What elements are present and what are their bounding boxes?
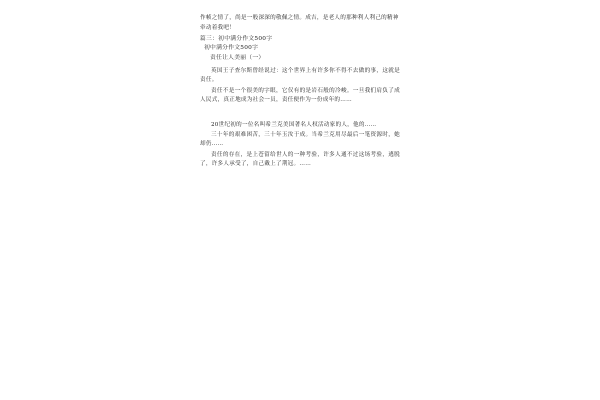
essay-title: 责任让人美丽（一） (210, 54, 265, 61)
paragraph-1: 英国王子查尔斯曾经说过：这个世界上有许多你不得不去做的事，这就是责任。 (200, 68, 400, 84)
intro-line-1: 作帧之情了，尚是一般深深的敬佩之情。成吉，是老人的那种利人利己的精神 (200, 15, 399, 21)
paragraph-2: 责任不是一个很美的字眼，它仅有的是岩石般的冷峻。一旦我们肩负了成人民式，真正地成为社会一员，责任便作为一份成年的…… (200, 87, 400, 104)
section-title: 篇三：初中满分作文500字 (200, 35, 273, 42)
paragraph-5: 责任的存在，是上苍留给世人的一种考验，许多人通不过这场考验，逃脱了，许多人承受了，自己戴上了荆冠。…… (200, 151, 400, 168)
section-subtitle: 初中满分作文500字 (204, 45, 259, 52)
document-body (200, 14, 400, 171)
paragraph-3: 20世纪初的一位名叫希兰克美国著名人权活动家的人，他的…… (211, 121, 377, 128)
paragraph-4: 三十年的艰难困苦，三十年玉汝于成。当希兰克用尽最后一笔资源时，她却仍…… (200, 132, 400, 148)
intro-line-2: 牵动着我吧！ (200, 25, 236, 32)
